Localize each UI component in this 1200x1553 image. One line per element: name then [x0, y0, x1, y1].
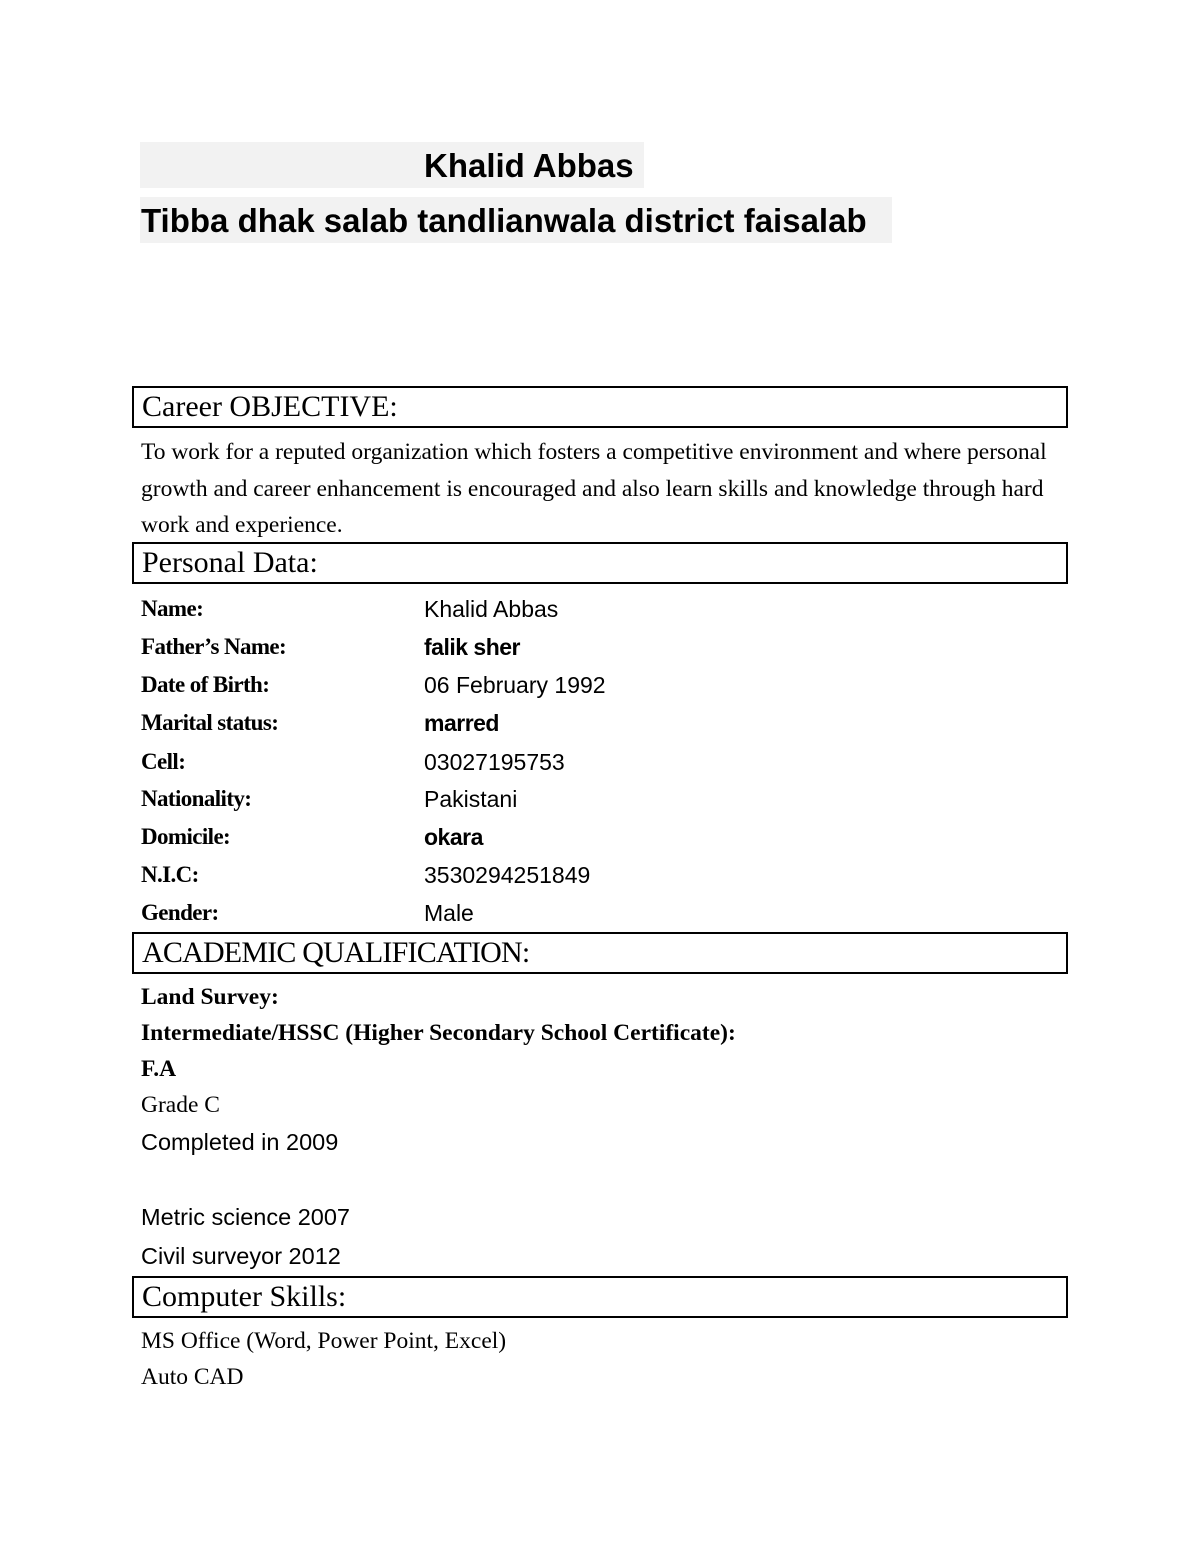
personal-row-date-of-birth: [141, 668, 1041, 702]
field-value: Khalid Abbas: [424, 596, 559, 622]
field-value: marred: [424, 710, 499, 736]
field-value: Pakistani: [424, 786, 518, 812]
section-title: Personal Data:: [142, 546, 318, 579]
academic-line: Completed in 2009: [141, 1129, 339, 1155]
field-label: N.I.C:: [141, 862, 199, 887]
section-title: Career OBJECTIVE:: [142, 390, 398, 423]
academic-line: Intermediate/HSSC (Higher Secondary School Certificate):: [141, 1020, 736, 1046]
field-label: Father’s Name:: [141, 634, 287, 659]
field-label: Marital status:: [141, 710, 279, 735]
field-label: Nationality:: [141, 786, 252, 811]
section-title: ACADEMIC QUALIFICATION:: [142, 936, 530, 969]
field-value: 3530294251849: [424, 862, 591, 888]
section-academic-qualification: [132, 932, 1068, 974]
field-value: 03027195753: [424, 749, 565, 775]
academic-line: Land Survey:: [141, 984, 279, 1010]
field-label: Name:: [141, 596, 204, 621]
field-label: Cell:: [141, 749, 186, 774]
personal-row-father-name: [141, 630, 1041, 664]
personal-row-cell: [141, 745, 1041, 779]
academic-line: Metric science 2007: [141, 1204, 350, 1230]
academic-line: F.A: [141, 1056, 177, 1082]
section-computer-skills: [132, 1276, 1068, 1318]
section-title: Computer Skills:: [142, 1280, 347, 1313]
academic-line: Grade C: [141, 1092, 220, 1118]
personal-row-nationality: [141, 782, 1041, 816]
section-career-objective: [132, 386, 1068, 428]
objective-text: To work for a reputed organization which fosters a competitive environment and where personal growth and career enhancement is encouraged and also learn skills and knowledge through hard work and experience.: [141, 439, 1047, 538]
field-value: falik sher: [424, 634, 520, 660]
personal-row-gender: [141, 896, 1041, 930]
field-value: 06 February 1992: [424, 672, 606, 698]
skill-item: Auto CAD: [141, 1364, 244, 1390]
field-value: okara: [424, 824, 483, 850]
candidate-address: Tibba dhak salab tandlianwala district faisalab: [141, 202, 867, 239]
field-label: Date of Birth:: [141, 672, 270, 697]
field-label: Domicile:: [141, 824, 231, 849]
field-value: Male: [424, 900, 474, 926]
skill-item: MS Office (Word, Power Point, Excel): [141, 1328, 507, 1354]
field-label: Gender:: [141, 900, 219, 925]
personal-row-domicile: [141, 820, 1041, 854]
personal-row-marital-status: [141, 706, 1041, 740]
academic-line: Civil surveyor 2012: [141, 1243, 341, 1269]
candidate-name: Khalid Abbas: [424, 147, 634, 184]
personal-row-name: [141, 592, 1041, 626]
personal-row-nic: [141, 858, 1041, 892]
section-personal-data: [132, 542, 1068, 584]
